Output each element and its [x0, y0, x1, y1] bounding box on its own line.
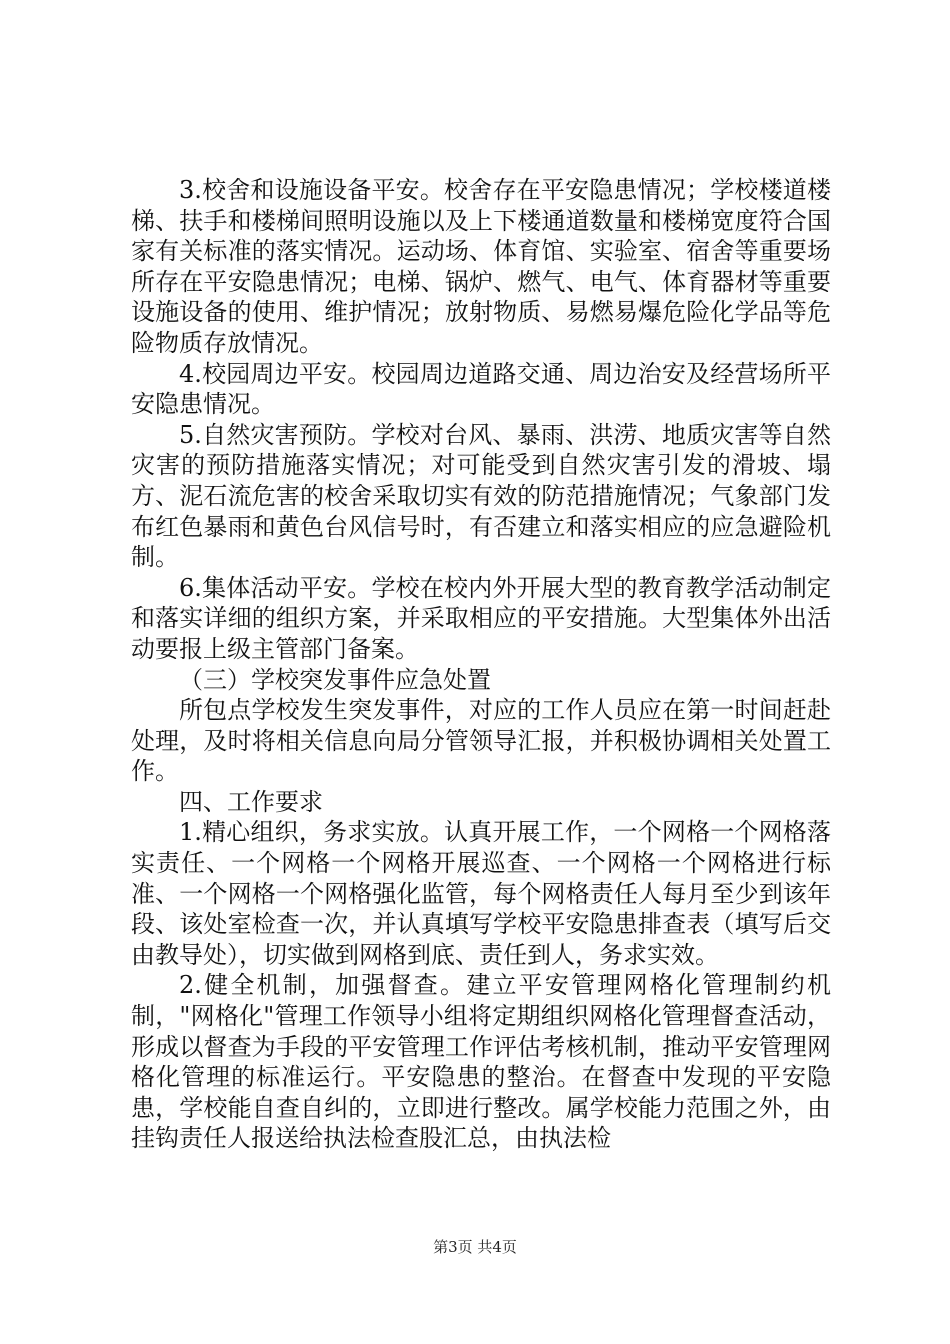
paragraph-requirement-2: 2.健全机制，加强督查。建立平安管理网格化管理制约机制，"网格化"管理工作领导小组将定期组织网格化管理督查活动，形成以督查为手段的平安管理工作评估考核机制，推动平安管理网格化管理的标准运行。平安隐患的整治。在督查中发现的平安隐患，学校能自查自纠的，立即进行整改。属学校能力范围之外，由挂钩责任人报送给执法检查股汇总，由执法检 — [131, 971, 831, 1153]
section-heading-emergency: （三）学校突发事件应急处置 — [179, 665, 491, 694]
paragraph-item-6-activities: 6.集体活动平安。学校在校内外开展大型的教育教学活动制定和落实详细的组织方案，并采取相应的平安措施。大型集体外出活动要报上级主管部门备案。 — [131, 573, 831, 663]
page-number-footer: 第3页 共4页 — [433, 1238, 517, 1256]
section-heading-requirements: 四、工作要求 — [179, 787, 323, 816]
paragraph-item-4-surroundings: 4.校园周边平安。校园周边道路交通、周边治安及经营场所平安隐患情况。 — [131, 359, 831, 419]
paragraph-requirement-1: 1.精心组织，务求实放。认真开展工作，一个网格一个网格落实责任、一个网格一个网格开展巡查、一个网格一个网格进行标准、一个网格一个网格强化监管，每个网格责任人每月至少到该年段、该处室检查一次，并认真填写学校平安隐患排查表（填写后交由教导处），切实做到网格到底、责任到人，务求实效。 — [131, 818, 831, 969]
paragraph-item-5-disaster: 5.自然灾害预防。学校对台风、暴雨、洪涝、地质灾害等自然灾害的预防措施落实情况；对可能受到自然灾害引发的滑坡、塌方、泥石流危害的校舍采取切实有效的防范措施情况；气象部门发布红色暴雨和黄色台风信号时，有否建立和落实相应的应急避险机制。 — [131, 420, 831, 572]
paragraph-item-3-facilities: 3.校舍和设施设备平安。校舍存在平安隐患情况；学校楼道楼梯、扶手和楼梯间照明设施以及上下楼通道数量和楼梯宽度符合国家有关标准的落实情况。运动场、体育馆、实验室、宿舍等重要场所存在平安隐患情况；电梯、锅炉、燃气、电气、体育器材等重要设施设备的使用、维护情况；放射物质、易燃易爆危险化学品等危险物质存放情况。 — [131, 176, 831, 357]
paragraph-emergency: 所包点学校发生突发事件，对应的工作人员应在第一时间赶赴处理，及时将相关信息向局分管领导汇报，并积极协调相关处置工作。 — [131, 696, 831, 786]
document-body — [131, 175, 831, 1154]
